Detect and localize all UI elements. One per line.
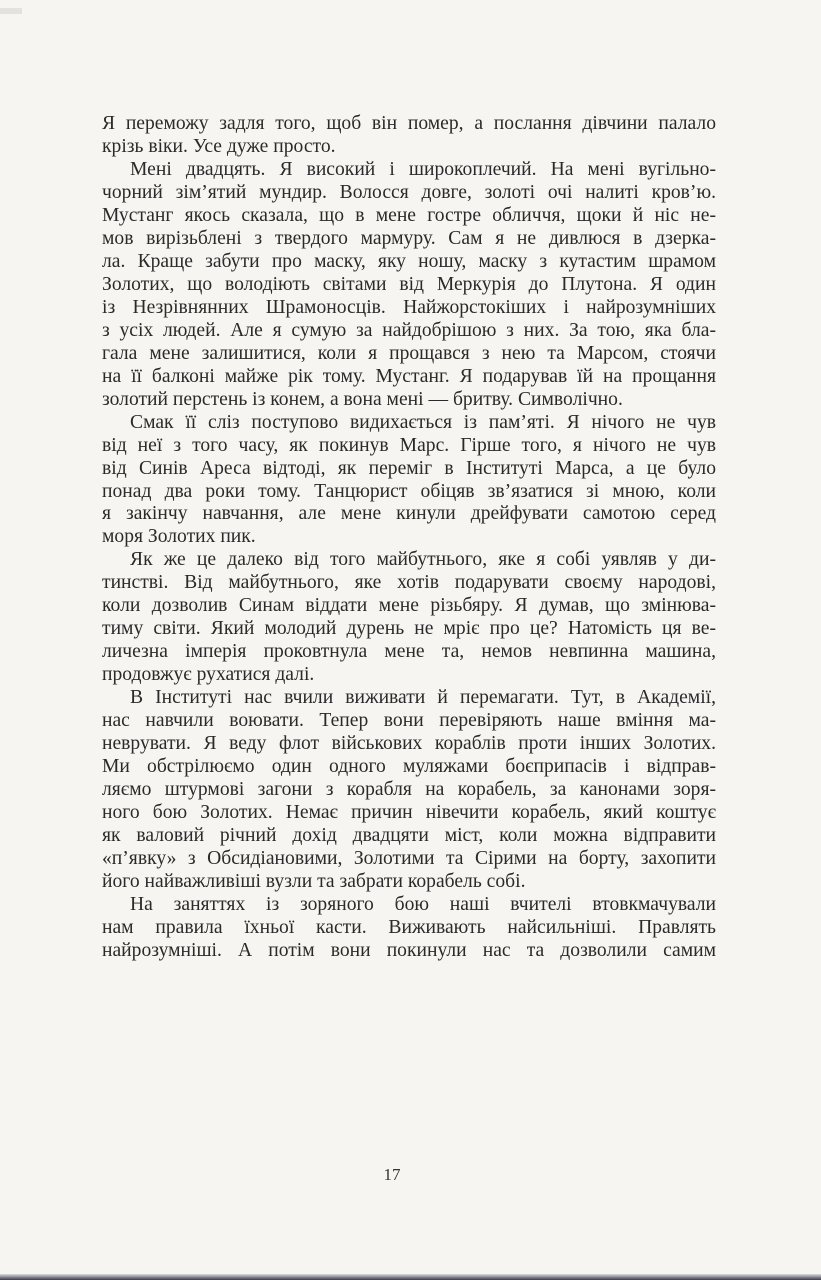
text-line: понад два роки тому. Танцюрист обіцяв зв’язатися зі мною, коли [102,480,716,502]
text-line: на її балконі майже рік тому. Мустанг. Я подарував їй на прощання [102,365,716,387]
text-line: крізь віки. Усе дуже просто. [102,135,336,157]
text-line: Золотих, що володіють світами від Меркурія до Плутона. Я один [102,273,716,295]
text-line: Ми обстрілюємо один одного муляжами боєприпасів і відправ- [102,756,716,778]
text-line: ного бою Золотих. Немає причин нівечити корабель, який коштує [102,802,716,824]
text-line: Як же це далеко від того майбутнього, яке я собі уявляв у ди- [130,549,716,571]
text-line: продовжує рухатися далі. [102,664,315,686]
page-number: 17 [383,1165,401,1184]
paragraph [102,159,716,412]
paragraph [102,687,716,894]
text-line: з усіх людей. Але я сумую за найдобрішою з них. За тою, яка бла- [102,319,716,341]
text-line: личезна імперія проковтнула мене та, немов невпинна машина, [102,641,716,663]
text-line: ла. Краще забути про маску, яку ношу, маску з кутастим шрамом [102,250,716,272]
text-line: гала мене залишитися, коли я прощався з нею та Марсом, стоячи [102,342,716,364]
text-line: Я переможу задля того, щоб він помер, а послання дівчини палало [102,113,716,134]
paragraph [102,412,716,550]
text-line: Смак її сліз поступово видихається із пам’яті. Я нічого не чув [130,411,716,433]
text-line: На заняттях із зоряного бою наші вчителі втовкмачували [130,893,716,915]
text-line: із Незрівнянних Шрамоносців. Найжорстокіших і найрозумніших [102,296,716,318]
text-line: Мені двадцять. Я високий і широкоплечий. На мені вугільно- [130,158,716,180]
text-line: чорний зім’ятий мундир. Волосся довге, золоті очі налиті кров’ю. [102,181,716,203]
paragraph [102,894,716,963]
text-line: тиму світи. Який молодий дурень не мріє про це? Натомість ця ве- [102,618,716,640]
paragraph [102,113,716,159]
text-line: його найважливіші вузли та забрати корабель собі. [102,870,526,892]
text-line: неврувати. Я веду флот військових кораблів проти інших Золотих. [102,733,716,755]
scan-edge [0,1274,821,1280]
text-line: від неї з того часу, як покинув Марс. Гірше того, я нічого не чув [102,434,716,456]
text-line: нам правила їхньої касти. Виживають найсильніші. Правлять [102,916,716,938]
scan-mark [0,8,22,14]
text-line: я закінчу навчання, але мене кинули дрейфувати самотою серед [102,503,716,525]
text-line: нас навчили воювати. Тепер вони перевіряють наше вміння ма- [102,710,716,732]
text-line: тинстві. Від майбутнього, яке хотів подарувати своєму народові, [102,572,716,594]
text-line: найрозумніші. А потім вони покинули нас та дозволили самим [102,939,716,961]
text-line: коли дозволив Синам віддати мене різьбяру. Я думав, що змінюва- [102,595,716,617]
text-line: мов вирізьблені з твердого мармуру. Сам я не дивлюся в дзерка- [102,227,716,249]
text-line: ляємо штурмові загони з корабля на корабель, за канонами зоря- [102,779,716,801]
text-line: моря Золотих пик. [102,526,256,548]
text-line: як валовий річний дохід двадцяти міст, коли можна відправити [102,825,716,847]
paragraph [102,549,716,687]
text-line: «п’явку» з Обсидіановими, Золотими та Сірими на борту, захопити [102,848,716,869]
body-text [102,113,716,963]
text-line: Мустанг якось сказала, що в мене гостре обличчя, щоки й ніс не- [102,204,716,226]
text-line: золотий перстень із конем, а вона мені — бритву. Символічно. [102,388,623,410]
text-line: від Синів Ареса відтоді, як переміг в Інституті Марса, а це було [102,457,716,479]
text-line: В Інституті нас вчили виживати й перемагати. Тут, в Академії, [130,687,716,709]
